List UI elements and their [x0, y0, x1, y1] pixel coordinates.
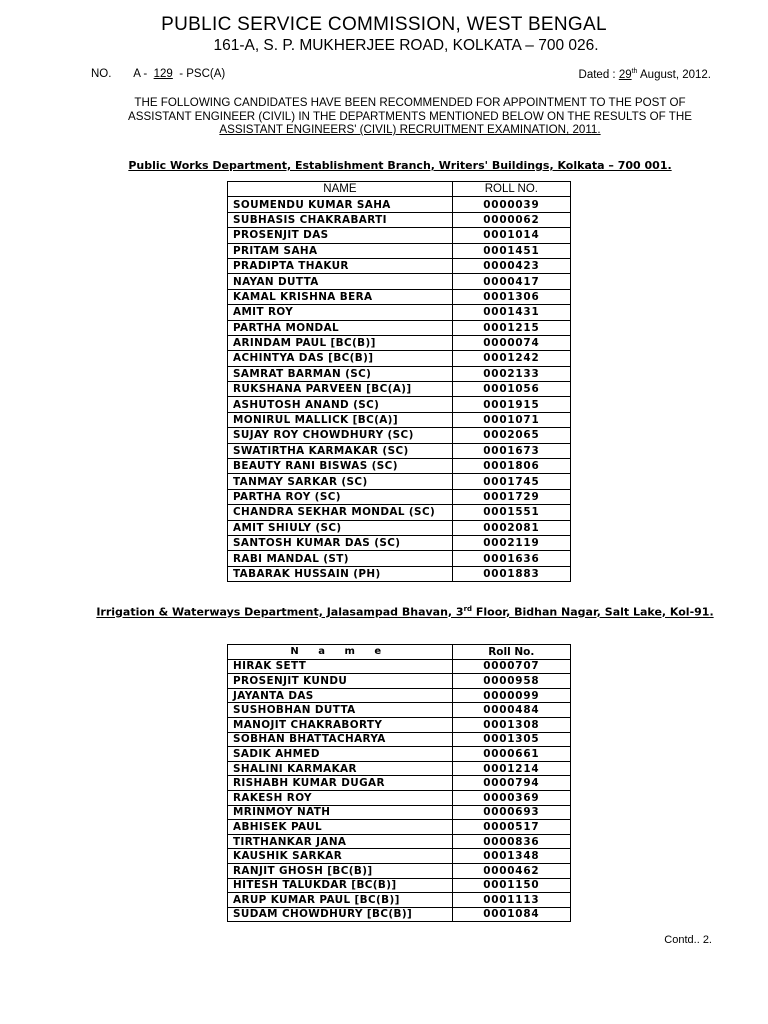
- candidate-name: KAUSHIK SARKAR: [228, 849, 453, 864]
- candidate-name: ARUP KUMAR PAUL [BC(B)]: [228, 893, 453, 908]
- candidate-roll-no: 0000836: [452, 834, 570, 849]
- candidate-roll-no: 0001014: [452, 228, 570, 243]
- candidate-name: SOUMENDU KUMAR SAHA: [228, 197, 453, 212]
- table-row: [228, 717, 571, 732]
- candidate-name: PARTHA ROY (SC): [228, 489, 453, 504]
- table-row: [228, 505, 571, 520]
- candidate-name: SUJAY ROY CHOWDHURY (SC): [228, 428, 453, 443]
- candidate-name: HIRAK SETT: [228, 659, 453, 674]
- table-row: [228, 551, 571, 566]
- candidate-name: RANJIT GHOSH [BC(B)]: [228, 863, 453, 878]
- intro-line-1: THE FOLLOWING CANDIDATES HAVE BEEN RECOMMENDED FOR APPOINTMENT TO THE POST OF: [134, 96, 686, 109]
- table-row: [228, 790, 571, 805]
- name-column-header: N a m e: [228, 645, 453, 660]
- address-line: 161-A, S. P. MUKHERJEE ROAD, KOLKATA – 700 026.: [213, 37, 599, 54]
- candidate-roll-no: 0002119: [452, 535, 570, 550]
- irrigation-candidate-table: [227, 644, 571, 922]
- candidate-name: PRITAM SAHA: [228, 243, 453, 258]
- candidate-roll-no: 0002081: [452, 520, 570, 535]
- candidate-roll-no: 0000958: [452, 674, 570, 689]
- candidate-name: TIRTHANKAR JANA: [228, 834, 453, 849]
- table-row: [228, 849, 571, 864]
- table-row: [228, 761, 571, 776]
- table-row: [228, 258, 571, 273]
- page-title: PUBLIC SERVICE COMMISSION, WEST BENGAL: [161, 14, 607, 35]
- candidate-name: SANTOSH KUMAR DAS (SC): [228, 535, 453, 550]
- candidate-name: ACHINTYA DAS [BC(B)]: [228, 351, 453, 366]
- table-row: [228, 382, 571, 397]
- candidate-roll-no: 0001915: [452, 397, 570, 412]
- candidate-roll-no: 0000484: [452, 703, 570, 718]
- table-row: [228, 305, 571, 320]
- date-day-suffix: th: [631, 68, 638, 75]
- irrigation-heading-post: Floor, Bidhan Nagar, Salt Lake, Kol-91.: [472, 605, 714, 619]
- candidate-roll-no: 0001242: [452, 351, 570, 366]
- table-row: [228, 412, 571, 427]
- intro-line-3: ASSISTANT ENGINEERS' (CIVIL) RECRUITMENT EXAMINATION, 2011.: [219, 123, 601, 136]
- candidate-name: RABI MANDAL (ST): [228, 551, 453, 566]
- table-row: [228, 289, 571, 304]
- candidate-roll-no: 0000462: [452, 863, 570, 878]
- table-row: [228, 489, 571, 504]
- candidate-name: CHANDRA SEKHAR MONDAL (SC): [228, 505, 453, 520]
- table-row: [228, 893, 571, 908]
- candidate-name: TANMAY SARKAR (SC): [228, 474, 453, 489]
- candidate-name: SOBHAN BHATTACHARYA: [228, 732, 453, 747]
- candidate-name: MANOJIT CHAKRABORTY: [228, 717, 453, 732]
- table-row: [228, 520, 571, 535]
- table-row: [228, 747, 571, 762]
- candidate-name: TABARAK HUSSAIN (PH): [228, 566, 453, 581]
- intro-line-2: ASSISTANT ENGINEER (CIVIL) IN THE DEPARTMENTS MENTIONED BELOW ON THE RESULTS OF THE: [128, 109, 692, 123]
- irrigation-heading-pre: Irrigation & Waterways Department, Jalasampad Bhavan, 3: [96, 605, 464, 619]
- table-row: [228, 243, 571, 258]
- table-row: [228, 351, 571, 366]
- table-row: [228, 366, 571, 381]
- candidate-name: AMIT ROY: [228, 305, 453, 320]
- candidate-roll-no: 0001215: [452, 320, 570, 335]
- reference-number-value: 129: [153, 68, 173, 80]
- reference-date: [579, 68, 711, 81]
- candidate-roll-no: 0002133: [452, 366, 570, 381]
- reference-number: [91, 68, 225, 80]
- candidate-name: SAMRAT BARMAN (SC): [228, 366, 453, 381]
- candidate-name: PRADIPTA THAKUR: [228, 258, 453, 273]
- candidate-roll-no: 0000423: [452, 258, 570, 273]
- candidate-roll-no: 0001084: [452, 907, 570, 922]
- candidate-roll-no: 0001348: [452, 849, 570, 864]
- candidate-roll-no: 0001551: [452, 505, 570, 520]
- candidate-roll-no: 0000707: [452, 659, 570, 674]
- candidate-roll-no: 0001308: [452, 717, 570, 732]
- table-row: [228, 566, 571, 581]
- candidate-roll-no: 0001883: [452, 566, 570, 581]
- reference-no-label: NO.: [91, 68, 112, 80]
- table-row: [228, 659, 571, 674]
- table-row: [228, 274, 571, 289]
- candidate-roll-no: 0001451: [452, 243, 570, 258]
- table-row: [228, 863, 571, 878]
- reference-suffix: - PSC(A): [179, 68, 226, 80]
- candidate-roll-no: 0000369: [452, 790, 570, 805]
- table-row: [228, 820, 571, 835]
- candidate-roll-no: 0001745: [452, 474, 570, 489]
- table-row: [228, 535, 571, 550]
- table-row: [228, 776, 571, 791]
- candidate-roll-no: 0000693: [452, 805, 570, 820]
- table-row: [228, 688, 571, 703]
- candidate-roll-no: 0000039: [452, 197, 570, 212]
- table-row: [228, 907, 571, 922]
- table-row: [228, 320, 571, 335]
- department-heading-pwd: Public Works Department, Establishment Branch, Writers' Buildings, Kolkata – 700 001.: [128, 159, 672, 172]
- candidate-roll-no: 0001056: [452, 382, 570, 397]
- table-row: [228, 428, 571, 443]
- candidate-roll-no: 0000794: [452, 776, 570, 791]
- table-row: [228, 703, 571, 718]
- table-row: [228, 834, 571, 849]
- candidate-roll-no: 0000661: [452, 747, 570, 762]
- candidate-name: SADIK AHMED: [228, 747, 453, 762]
- candidate-roll-no: 0001306: [452, 289, 570, 304]
- candidate-roll-no: 0000417: [452, 274, 570, 289]
- candidate-name: SUBHASIS CHAKRABARTI: [228, 212, 453, 227]
- candidate-name: ARINDAM PAUL [BC(B)]: [228, 335, 453, 350]
- department-heading-irrigation: [0, 605, 768, 619]
- candidate-name: NAYAN DUTTA: [228, 274, 453, 289]
- candidate-name: ABHISEK PAUL: [228, 820, 453, 835]
- candidate-roll-no: 0000062: [452, 212, 570, 227]
- candidate-roll-no: 0000099: [452, 688, 570, 703]
- candidate-roll-no: 0001150: [452, 878, 570, 893]
- dated-label: Dated :: [578, 68, 616, 81]
- table-row: [228, 459, 571, 474]
- candidate-name: RUKSHANA PARVEEN [BC(A)]: [228, 382, 453, 397]
- table-row: [228, 335, 571, 350]
- date-day: 29: [618, 68, 632, 81]
- candidate-name: MRINMOY NATH: [228, 805, 453, 820]
- table-row: [228, 443, 571, 458]
- candidate-name: RISHABH KUMAR DUGAR: [228, 776, 453, 791]
- name-column-header: NAME: [228, 182, 453, 197]
- table-row: [228, 805, 571, 820]
- table-row: [228, 397, 571, 412]
- candidate-roll-no: 0001305: [452, 732, 570, 747]
- candidate-name: MONIRUL MALLICK [BC(A)]: [228, 412, 453, 427]
- candidate-name: AMIT SHIULY (SC): [228, 520, 453, 535]
- roll-column-header: ROLL NO.: [452, 182, 570, 197]
- candidate-name: SUSHOBHAN DUTTA: [228, 703, 453, 718]
- table-header-row: [228, 182, 571, 197]
- pwd-candidate-table: [227, 181, 571, 582]
- roll-column-header: Roll No.: [452, 645, 570, 660]
- candidate-name: KAMAL KRISHNA BERA: [228, 289, 453, 304]
- candidate-name: SWATIRTHA KARMAKAR (SC): [228, 443, 453, 458]
- table-header-row: [228, 645, 571, 660]
- table-row: [228, 878, 571, 893]
- reference-prefix: A -: [133, 68, 148, 80]
- candidate-name: SUDAM CHOWDHURY [BC(B)]: [228, 907, 453, 922]
- table-row: [228, 474, 571, 489]
- intro-paragraph: [60, 96, 760, 137]
- candidate-name: ASHUTOSH ANAND (SC): [228, 397, 453, 412]
- candidate-name: JAYANTA DAS: [228, 688, 453, 703]
- candidate-name: HITESH TALUKDAR [BC(B)]: [228, 878, 453, 893]
- candidate-name: PROSENJIT DAS: [228, 228, 453, 243]
- candidate-roll-no: 0001729: [452, 489, 570, 504]
- candidate-roll-no: 0001071: [452, 412, 570, 427]
- table-row: [228, 228, 571, 243]
- candidate-name: BEAUTY RANI BISWAS (SC): [228, 459, 453, 474]
- candidate-roll-no: 0001806: [452, 459, 570, 474]
- table-row: [228, 732, 571, 747]
- candidate-name: SHALINI KARMAKAR: [228, 761, 453, 776]
- candidate-roll-no: 0002065: [452, 428, 570, 443]
- candidate-name: PARTHA MONDAL: [228, 320, 453, 335]
- date-rest: August, 2012.: [640, 68, 711, 81]
- candidate-roll-no: 0001113: [452, 893, 570, 908]
- candidate-roll-no: 0001214: [452, 761, 570, 776]
- table-row: [228, 212, 571, 227]
- candidate-roll-no: 0001673: [452, 443, 570, 458]
- candidate-roll-no: 0001636: [452, 551, 570, 566]
- candidate-roll-no: 0001431: [452, 305, 570, 320]
- table-row: [228, 197, 571, 212]
- candidate-roll-no: 0000517: [452, 820, 570, 835]
- continued-note: Contd.. 2.: [664, 934, 712, 946]
- candidate-roll-no: 0000074: [452, 335, 570, 350]
- candidate-name: RAKESH ROY: [228, 790, 453, 805]
- irrigation-heading-sup: rd: [463, 605, 473, 613]
- table-row: [228, 674, 571, 689]
- candidate-name: PROSENJIT KUNDU: [228, 674, 453, 689]
